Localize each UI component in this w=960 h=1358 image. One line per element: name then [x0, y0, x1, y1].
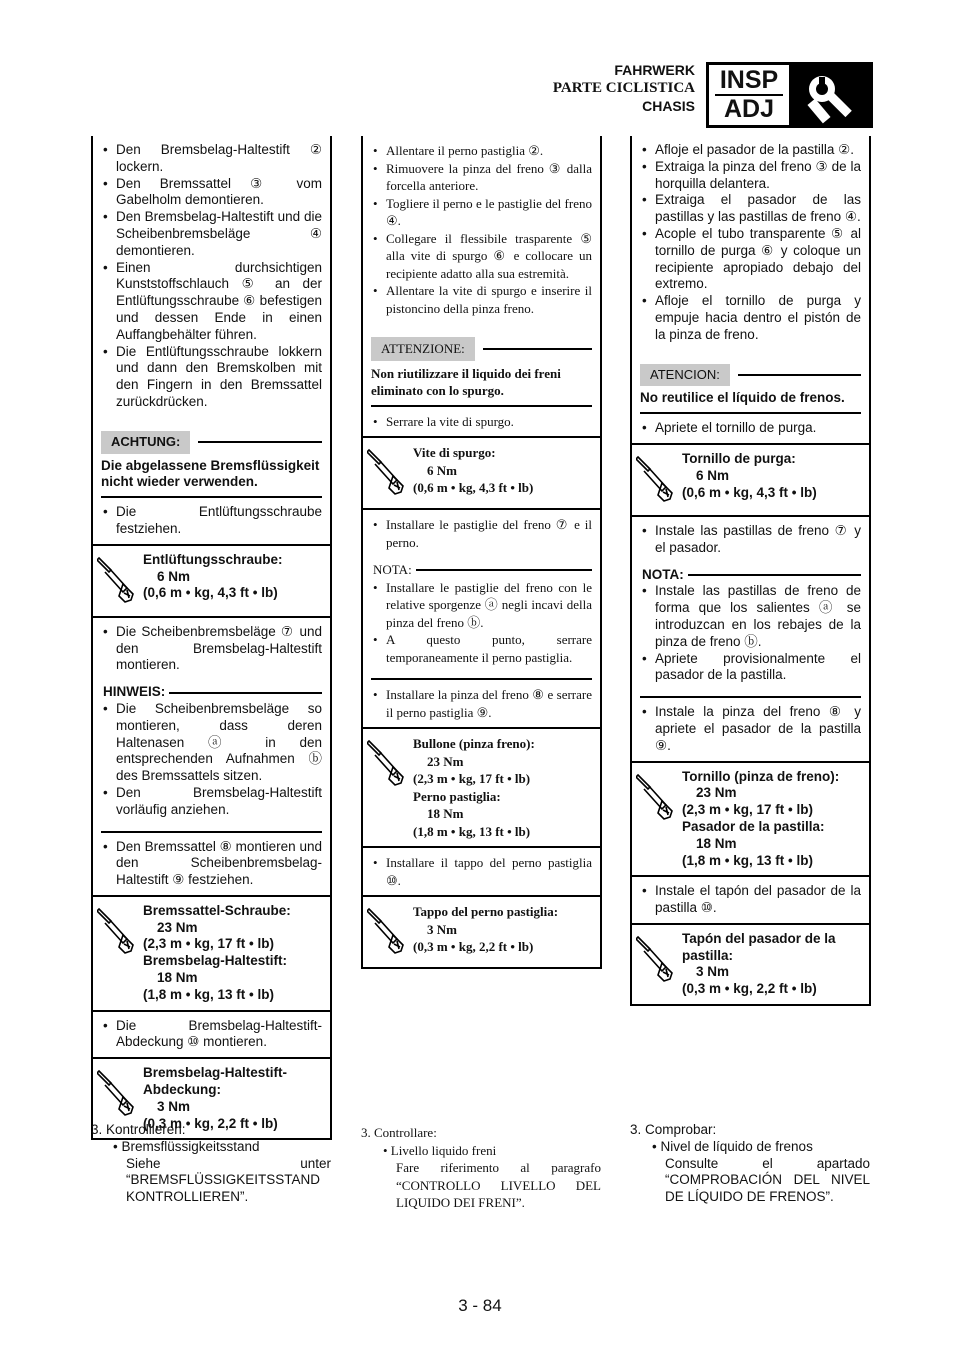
step-bullet: • Installare la pinza del freno ⑧ e serrare il perno pastiglia ⑨.: [373, 686, 592, 721]
torque-name: Vite di spurgo:: [413, 445, 496, 460]
note-block: [93, 680, 330, 824]
torque-spec: [363, 895, 600, 969]
column-german: [91, 136, 332, 1140]
torque-value-alt: (0,3 m • kg, 2,2 ft • lb): [143, 1115, 278, 1131]
header-title-de: FAHRWERK: [614, 62, 695, 78]
step-bullet: • Extraiga la pinza del freno ③ de la horquilla delantera.: [642, 159, 861, 193]
torque-value-alt: (0,6 m • kg, 4,3 ft • lb): [682, 484, 817, 500]
step-bullet: • Die Entlüftungsschraube lokkern und dann den Bremskolben mit den Fingern in den Bremssattel zurückdrücken.: [103, 344, 322, 411]
warning-tag: ATTENZIONE:: [371, 337, 475, 361]
note-tag: HINWEIS:: [103, 684, 166, 700]
note-tag: NOTA:: [373, 562, 412, 577]
check-step-german: [91, 1122, 331, 1206]
torque-value-alt: (1,8 m • kg, 13 ft • lb): [413, 823, 531, 839]
check-step-title: 3. Comprobar:: [630, 1122, 717, 1137]
torque-value: 23 Nm: [157, 919, 198, 935]
check-step-reference: Consulte el apartado “COMPROBACIÓN DEL NIVEL DE LÍQUIDO DE FRENOS”.: [665, 1155, 870, 1205]
torque-name: Perno pastiglia:: [413, 788, 501, 804]
note-bullet: • Instale las pastillas de freno de forma que los salientes ⓐ se introduzcan en los rebajes de la pinza de freno ⓑ.: [642, 583, 861, 650]
badge-adj-label: ADJ: [723, 95, 774, 123]
check-step-item: • Nivel de líquido de frenos: [652, 1138, 813, 1154]
check-step-italian: [361, 1124, 601, 1212]
torque-value: 18 Nm: [696, 835, 737, 851]
note-block: [363, 557, 600, 672]
torque-value: 23 Nm: [427, 753, 464, 769]
warning-text: Die abgelassene Bremsflüssigkeit nicht wieder verwenden.: [101, 458, 322, 499]
badge-insp-label: INSP: [719, 66, 779, 94]
step-bullet: • Afloje el pasador de la pastilla ②.: [642, 142, 861, 159]
torque-value-alt: (2,3 m • kg, 17 ft • lb): [413, 771, 531, 786]
step-bullet: • Acople el tubo transparente ⑤ al tornillo de purga ⑥ y coloque un recipiente apropiado debajo del extremo.: [642, 226, 861, 293]
page-header: [0, 0, 960, 130]
check-step-item: • Livello liquido freni: [383, 1142, 497, 1158]
check-step-item: • Bremsflüssigkeitsstand: [113, 1138, 260, 1154]
torque-name: Tappo del perno pastiglia:: [413, 904, 559, 919]
torque-value: 3 Nm: [696, 964, 730, 980]
column-spanish: [630, 136, 871, 1006]
torque-value-alt: (0,3 m • kg, 2,2 ft • lb): [682, 981, 817, 997]
wrench-screwdriver-icon: [789, 62, 873, 128]
step-bullet: • Serrare la vite di spurgo.: [373, 413, 592, 431]
torque-wrench-icon: [93, 897, 139, 1010]
check-step-reference: Siehe unter “BREMSFLÜSSIGKEITSSTAND KONTROLLIEREN”.: [126, 1155, 331, 1205]
torque-wrench-icon: [363, 729, 409, 846]
torque-wrench-icon: [363, 438, 409, 508]
torque-value-alt: (1,8 m • kg, 13 ft • lb): [682, 852, 813, 868]
header-title-it: PARTE CICLISTICA: [552, 80, 695, 96]
warning-tag: ACHTUNG:: [101, 431, 190, 454]
torque-value: 3 Nm: [157, 1098, 191, 1114]
column-italian: [361, 136, 602, 969]
torque-name: Entlüftungsschraube:: [143, 551, 283, 567]
torque-name: Tapón del pasador de la pastilla:: [682, 930, 836, 963]
step-bullet: • Installare il tappo del perno pastiglia ⑩.: [373, 854, 592, 889]
note-bullet: • Apriete provisionalmente el pasador de la pastilla.: [642, 651, 861, 685]
torque-wrench-icon: [363, 897, 409, 967]
step-bullet: • Allentare la vite di spurgo e inserire il pistoncino della pinza freno.: [373, 282, 592, 317]
torque-name: Bremsbelag-Haltestift:: [143, 953, 288, 969]
torque-name: Tornillo de purga:: [682, 450, 796, 466]
torque-value: 6 Nm: [696, 467, 730, 483]
torque-spec: [93, 895, 330, 1012]
check-step-spanish: [630, 1122, 870, 1206]
check-step-title: 3. Controllare:: [361, 1125, 437, 1140]
step-bullet: • Den Bremssattel ⑧ montieren und den Scheibenbremsbelag-Haltestift ⑨ festziehen.: [103, 839, 322, 889]
step-bullet: • Togliere il perno e le pastiglie del freno ④.: [373, 195, 592, 230]
warning-header: [371, 337, 592, 361]
torque-wrench-icon: [93, 546, 139, 616]
torque-spec: [632, 443, 869, 517]
torque-name: Bullone (pinza freno):: [413, 736, 535, 751]
torque-name: Bremssattel-Schraube:: [143, 902, 291, 918]
note-tag: NOTA:: [642, 566, 684, 582]
warning-text: No reutilice el líquido de frenos.: [640, 390, 861, 414]
step-bullet: • Allentare il perno pastiglia ②.: [373, 142, 592, 160]
step-bullet: • Die Bremsbelag-Haltestift-Abdeckung ⑩ montieren.: [103, 1018, 322, 1052]
step-bullet: • Einen durchsichtigen Kunststoffschlauch ⑤ an der Entlüftungsschraube ⑥ befestigen und dessen Ende in einen Auffangbehälter führen.: [103, 260, 322, 344]
torque-value-alt: (0,6 m • kg, 4,3 ft • lb): [413, 480, 534, 495]
step-bullet: • Rimuovere la pinza del freno ③ dalla forcella anteriore.: [373, 160, 592, 195]
torque-value: 23 Nm: [696, 785, 737, 801]
torque-value: 3 Nm: [427, 921, 457, 937]
step-bullet: • Die Scheibenbremsbeläge ⑦ und den Bremsbelag-Haltestift montieren.: [103, 624, 322, 674]
torque-wrench-icon: [632, 763, 678, 876]
torque-name: Pasador de la pastilla:: [682, 818, 825, 834]
torque-name: Tornillo (pinza de freno):: [682, 768, 840, 784]
step-bullet: • Den Bremsbelag-Haltestift und die Scheibenbremsbeläge ④ demontieren.: [103, 209, 322, 259]
torque-value: 18 Nm: [157, 970, 198, 986]
note-bullet: • Den Bremsbelag-Haltestift vorläufig anziehen.: [103, 785, 322, 819]
step-bullet: • Den Bremsbelag-Haltestift ② lockern.: [103, 142, 322, 176]
torque-spec: [93, 544, 330, 618]
step-bullet: • Instale la pinza del freno ⑧ y apriete el pasador de la pastilla ⑨.: [642, 704, 861, 754]
step-bullet: • Collegare il flessibile trasparente ⑤ alla vite di spurgo ⑥ e collocare un recipiente adatto alla sua estremità.: [373, 230, 592, 283]
check-step-reference: Fare riferimento al paragrafo “CONTROLLO LIVELLO DEL LIQUIDO DEI FRENI”.: [396, 1160, 601, 1210]
step-bullet: • Instale el tapón del pasador de la pastilla ⑩.: [642, 883, 861, 917]
torque-value: 6 Nm: [427, 462, 457, 478]
warning-header: [640, 364, 861, 387]
warning-tag: ATENCION:: [640, 364, 730, 387]
torque-value-alt: (1,8 m • kg, 13 ft • lb): [143, 986, 274, 1002]
torque-value: 6 Nm: [157, 568, 191, 584]
torque-value-alt: (2,3 m • kg, 17 ft • lb): [682, 802, 813, 818]
step-bullet: • Den Bremssattel ③ vom Gabelholm demontieren.: [103, 176, 322, 210]
torque-spec: [363, 436, 600, 510]
torque-name: Bremsbelag-Haltestift-Abdeckung:: [143, 1065, 288, 1098]
step-bullet: • Extraiga el pasador de las pastillas y las pastillas de freno ④.: [642, 192, 861, 226]
torque-value: 18 Nm: [427, 806, 464, 821]
torque-value-alt: (0,6 m • kg, 4,3 ft • lb): [143, 585, 278, 601]
torque-spec: [632, 761, 869, 878]
torque-spec: [632, 923, 869, 1006]
note-bullet: • A questo punto, serrare temporaneamente il perno pastiglia.: [373, 631, 592, 666]
warning-text: Non riutilizzare il liquido dei freni eliminato con lo spurgo.: [371, 365, 592, 407]
header-title-es: CHASIS: [642, 98, 695, 114]
step-bullet: • Die Entlüftungsschraube festziehen.: [103, 504, 322, 538]
torque-value-alt: (2,3 m • kg, 17 ft • lb): [143, 936, 274, 952]
step-bullet: • Instale las pastillas de freno ⑦ y el pasador.: [642, 523, 861, 557]
note-bullet: • Installare le pastiglie del freno con le relative sporgenze ⓐ negli incavi della pinza del freno ⓑ.: [373, 579, 592, 632]
torque-spec: [363, 727, 600, 848]
note-block: [632, 563, 869, 691]
insp-adj-badge: [706, 62, 792, 128]
torque-wrench-icon: [632, 925, 678, 1004]
check-step-title: 3. Kontrollieren:: [91, 1122, 186, 1137]
step-bullet: • Installare le pastiglie del freno ⑦ e il perno.: [373, 516, 592, 551]
torque-wrench-icon: [632, 445, 678, 515]
warning-header: [101, 431, 322, 454]
page-number: 3 - 84: [458, 1296, 502, 1315]
step-bullet: • Afloje el tornillo de purga y empuje hacia dentro el pistón de la pinza de freno.: [642, 293, 861, 343]
torque-value-alt: (0,3 m • kg, 2,2 ft • lb): [413, 939, 534, 954]
step-bullet: • Apriete el tornillo de purga.: [642, 420, 861, 437]
note-bullet: • Die Scheibenbremsbeläge so montieren, dass deren Haltenasen ⓐ in den entsprechenden Aufnahmen ⓑ des Bremssattels sitzen.: [103, 701, 322, 785]
